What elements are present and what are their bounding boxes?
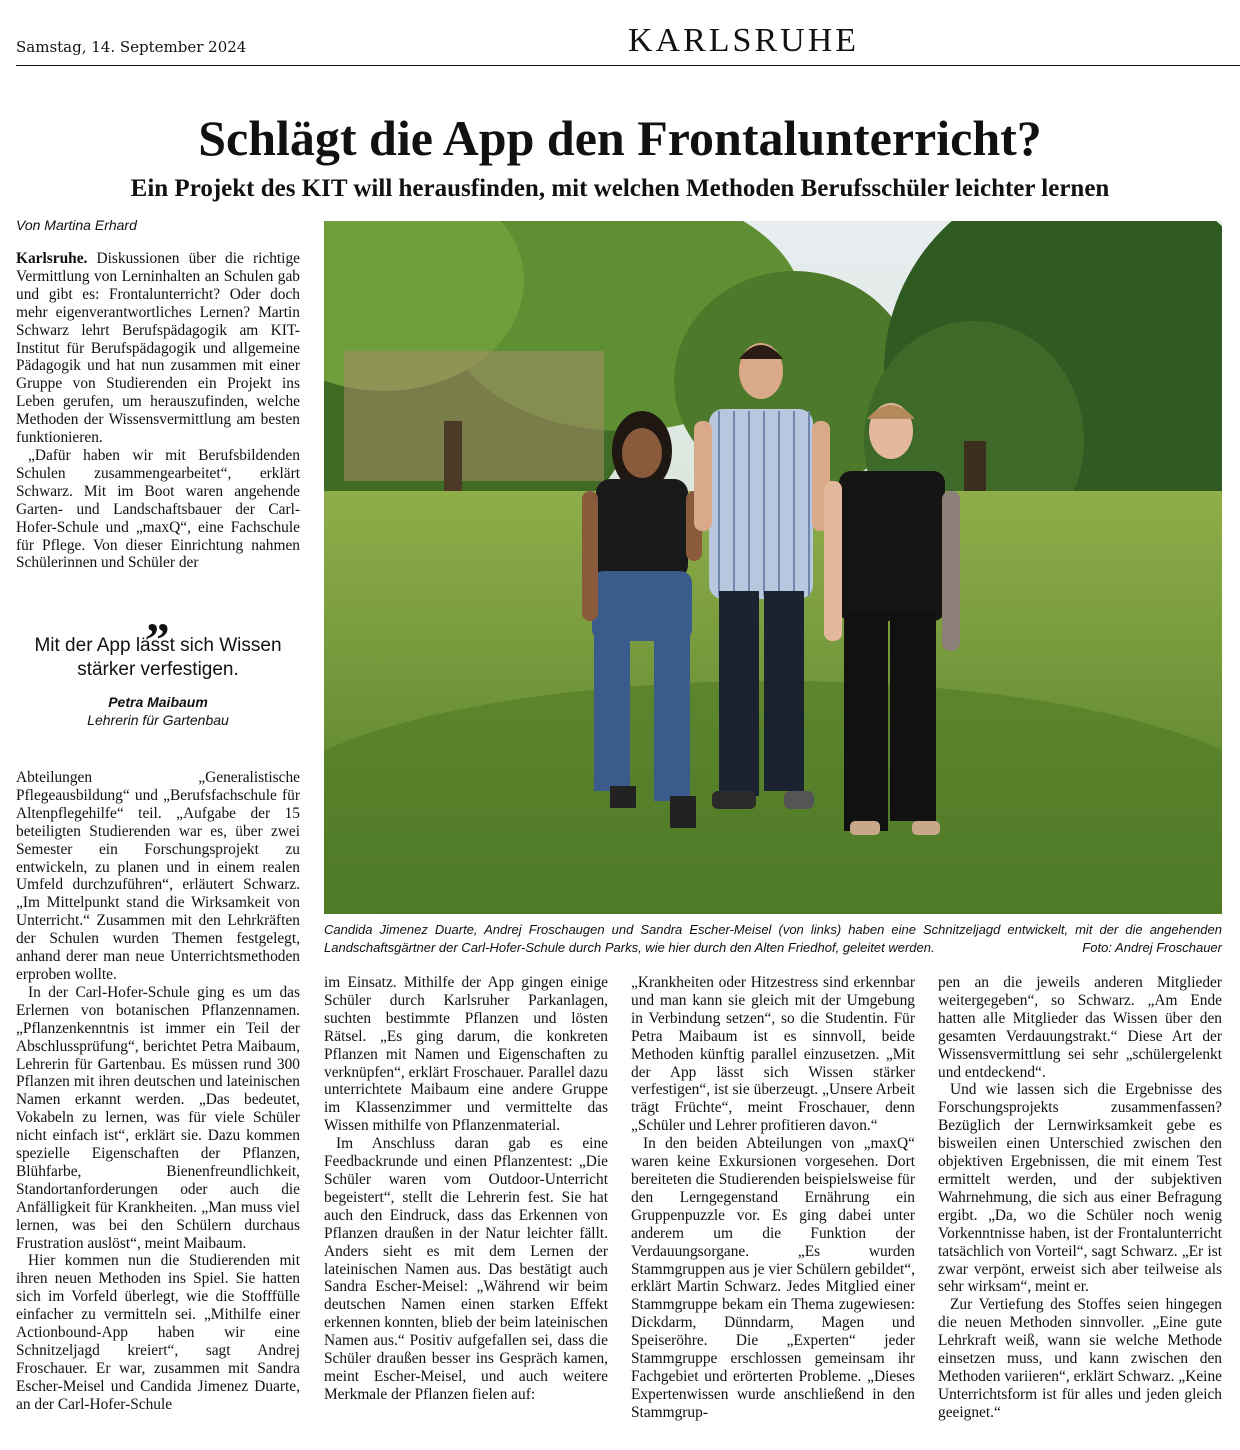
photo-credit: Foto: Andrej Froschauer bbox=[1082, 940, 1222, 955]
article-column-1-top bbox=[16, 250, 300, 572]
photo-caption bbox=[324, 921, 1222, 957]
article-byline: Von Martina Erhard bbox=[16, 217, 137, 233]
quote-text: Mit der App lässt sich Wissen stärker verfestigen. bbox=[34, 635, 282, 680]
paragraph-text: Diskussionen über die richtige Vermittlung von Lerninhalten an Schulen gab und gibt es: Frontalunterricht? Oder doch mehr eigenverantwortliches Lernen? Martin Schwarz lehrt Berufspädagogik am KIT-Institut für Berufspädagogik und allgemeine Pädagogik und hat nun zusammen mit einer Gruppe von Studierenden ein Projekt ins Leben gerufen, um herauszufinden, welche Methoden der Wissensvermittlung am besten funktionieren. bbox=[16, 250, 300, 447]
caption-text: Candida Jimenez Duarte, Andrej Froschaugen und Sandra Escher-Meisel (von links) haben eine Schnitzeljagd entwickelt, mit der die angehenden Landschaftsgärtner der Carl-Hofer-Schule durch Parks, wie hier durch den Alten Friedhof, geleitet werden. bbox=[324, 922, 1222, 955]
article-paragraph: Hier kommen nun die Studierenden mit ihren neuen Methoden ins Spiel. Sie hatten sich im Vorfeld überlegt, wie die Stofffülle einfacher zu vermitteln sei. „Mithilfe einer Actionbound-App haben wir eine Schnitzeljagd kreiert“, sagt Andrej Froschauer. Er war, zusammen mit Sandra Escher-Meisel und Candida Jimenez Duarte, an der Carl-Hofer-Schule bbox=[16, 1252, 300, 1413]
park-group-photo bbox=[324, 221, 1222, 914]
article-paragraph: Im Anschluss daran gab es eine Feedbackrunde und einen Pflanzentest: „Die Schüler waren vom Outdoor-Unterricht begeistert“, stellt die Lehrerin fest. Sie hat auch den Eindruck, dass das Erkennen von Pflanzen draußen in der Natur leichter fällt. Anders sieht es mit dem Lernen der lateinischen Namen aus. Das bestätigt auch Sandra Escher-Meisel: „Während wir beim deutschen Namen einen starken Effekt erkennen konnten, blieb der beim lateinischen Namen aus.“ Positiv aufgefallen sei, dass die Schüler draußen besser ins Gespräch kamen, meint Escher-Meisel, und auch weitere Merkmale der Pflanzen fielen auf: bbox=[324, 1135, 608, 1403]
article-paragraph: im Einsatz. Mithilfe der App gingen einige Schüler durch Karlsruher Parkanlagen, suchten bestimmte Pflanzen und lösten Rätsel. „Es ging darum, die konkreten Pflanzen mit Namen und Eigenschaften zu verknüpfen“, erklärt Froschauer. Parallel dazu unterrichtete Maibaum eine andere Gruppe im Klassenzimmer und vermittelte das Wissen mithilfe von Pflanzenmaterial. bbox=[324, 974, 608, 1135]
article-paragraph: Abteilungen „Generalistische Pflegeausbildung“ und „Berufsfachschule für Altenpflegehilfe“ teil. „Aufgabe der 15 beteiligten Studierenden war es, über zwei Semester ein Forschungsprojekt zu entwickeln, zu planen und in einem realen Umfeld durchzuführen“, erläutert Schwarz. „Im Mittelpunkt stand die Wirksamkeit von Unterricht.“ Zusammen mit den Lehrkräften der Schulen wurden Themen festgelegt, anhand derer man neue Unterrichtsmethoden erproben wollte. bbox=[16, 769, 300, 983]
article-paragraph: „Dafür haben wir mit Berufsbildenden Schulen zusammengearbeitet“, erklärt Schwarz. Mit im Boot waren angehende Garten- und Landschaftsbauer der Carl-Hofer-Schule und „maxQ“, eine Fachschule für Pflege. Von dieser Einrichtung nahmen Schülerinnen und Schüler der bbox=[16, 446, 300, 572]
article-paragraph: „Krankheiten oder Hitzestress sind erkennbar und man kann sie gleich mit der Umgebung in Verbindung setzen“, so die Studentin. Für Petra Maibaum ist es sinnvoll, beide Methoden künftig parallel einzusetzen. „Mit der App lässt sich Wissen stärker verfestigen“, ist sie überzeugt. „Unsere Arbeit trägt Früchte“, meint Froschauer, denn „Schüler und Lehrer profitieren davon.“ bbox=[631, 974, 915, 1135]
header-divider bbox=[16, 65, 1240, 66]
article-photo bbox=[324, 221, 1222, 914]
quote-author-role: Lehrerin für Gartenbau bbox=[87, 712, 229, 728]
article-paragraph: pen an die jeweils anderen Mitglieder weitergegeben“, so Schwarz. „Am Ende hatten alle Mitglieder das Wissen über den gesamten Verdauungstrakt.“ Diese Art der Wissensvermittlung sei sehr „schülergelenkt und entdeckend“. bbox=[938, 974, 1222, 1081]
article-paragraph: Zur Vertiefung des Stoffes seien hingegen die neuen Methoden sinnvoller. „Eine gute Lehrkraft weiß, wann sie welche Methode einsetzen muss, und kann zwischen den Methoden variieren“, erklärt Schwarz. „Keine Unterrichtsform ist für alles und jeden gleich geeignet.“ bbox=[938, 1296, 1222, 1421]
article-paragraph: Und wie lassen sich die Ergebnisse des Forschungsprojekts zusammenfassen? Bezüglich der Lernwirksamkeit gebe es bisweilen einen Unterschied zwischen den objektiven Ergebnissen, die mit einem Test ermittelt werden, und der subjektiven Wahrnehmung, die sich aus einer Befragung ergibt. „Da, wo die Schüler noch wenig Vorkenntnisse haben, ist der Frontalunterricht tatsächlich von Vorteil“, sagt Schwarz. „Er ist zwar verpönt, erweist sich aber teilweise als sehr wirksam“, meint er. bbox=[938, 1081, 1222, 1296]
pull-quote bbox=[16, 589, 300, 728]
article-paragraph: In der Carl-Hofer-Schule ging es um das Erlernen von botanischen Pflanzennamen. „Pflanzenkenntnis ist immer ein Teil der Abschlussprüfung“, berichtet Petra Maibaum, Lehrerin für Gartenbau. Es müssen rund 300 Pflanzen mit ihren deutschen und lateinischen Namen erkannt werden. „Das bedeutet, Vokabeln zu lernen, was für viele Schüler nicht einfach ist“, erklärt sie. Dazu kommen spezielle Eigenschaften der Pflanzen, Blühfarbe, Bienenfreundlichkeit, Standortanforderungen oder auch die Anfälligkeit für Krankheiten. „Man muss viel lernen, was bei den Schülern durchaus Frustration auslöst“, meint Maibaum. bbox=[16, 983, 300, 1252]
article-column-1-bottom bbox=[16, 769, 300, 1414]
quote-author: Petra Maibaum bbox=[108, 694, 208, 710]
article-paragraph: In den beiden Abteilungen von „maxQ“ waren keine Exkursionen vorgesehen. Dort bereiteten die Studierenden beispielsweise für den Lerngegenstand Ernährung ein Gruppenpuzzle vor. Es ging dabei unter anderem um die Funktion der Verdauungsorgane. „Es wurden Stammgruppen aus je vier Schülern gebildet“, erklärt Martin Schwarz. Jedes Mitglied einer Stammgruppe bekam ein Thema zugewiesen: Dickdarm, Dünndarm, Magen und Speiseröhre. Die „Experten“ jeder Stammgruppe erschlossen gemeinsam ihr Fachgebiet und erörterten Probleme. „Dieses Expertenwissen wurde anschließend in den Stammgrup- bbox=[631, 1135, 915, 1421]
article-column-3 bbox=[631, 974, 915, 1422]
issue-date: Samstag, 14. September 2024 bbox=[16, 38, 247, 56]
article-column-2 bbox=[324, 974, 608, 1404]
article-paragraph bbox=[16, 250, 300, 447]
article-column-4 bbox=[938, 974, 1222, 1422]
dateline: Karlsruhe. bbox=[16, 250, 88, 267]
article-subheadline: Ein Projekt des KIT will herausfinden, mit welchen Methoden Berufsschüler leichter lernen bbox=[130, 175, 1110, 202]
article-headline: Schlägt die App den Frontalunterricht? bbox=[198, 110, 1042, 166]
quote-mark-icon: „ bbox=[146, 589, 170, 642]
section-title: KARLSRUHE bbox=[628, 22, 860, 59]
